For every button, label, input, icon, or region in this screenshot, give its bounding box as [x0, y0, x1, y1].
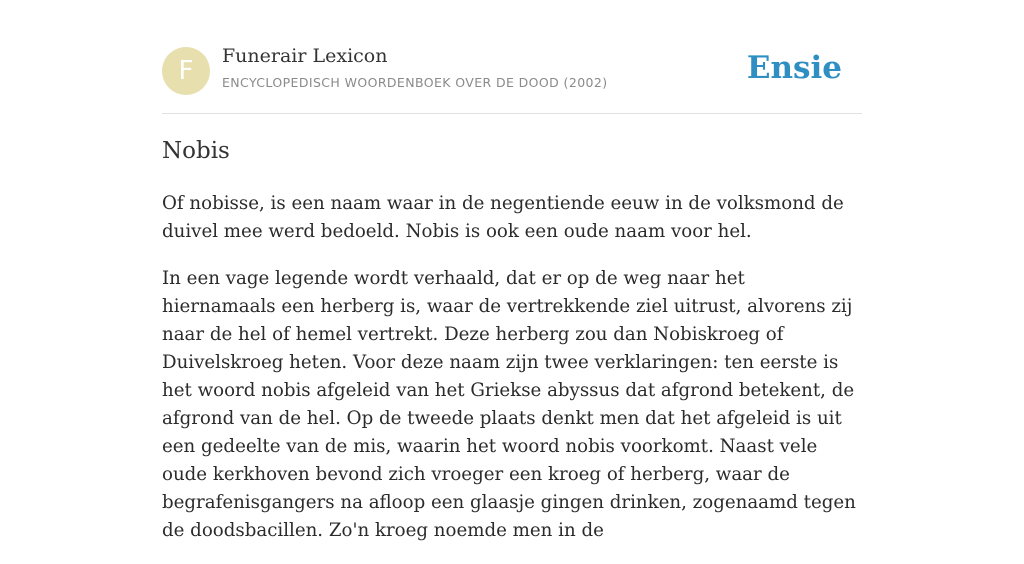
page [162, 0, 862, 541]
entry-title: Nobis [162, 138, 230, 164]
ensie-logo-link[interactable]: Ensie [746, 50, 842, 86]
book-avatar[interactable]: F [162, 47, 210, 95]
book-title-link[interactable]: Funerair Lexicon [222, 45, 388, 67]
entry-paragraph-1: Of nobisse, is een naam waar in de negentiende eeuw in de volksmond de duivel mee werd bedoeld. Nobis is ook een oude naam voor hel. [162, 193, 844, 242]
entry-content [162, 190, 862, 564]
header [162, 0, 862, 114]
entry-paragraph-2: In een vage legende wordt verhaald, dat er op de weg naar het hiernamaals een herberg is, waar de vertrekkende ziel uitrust, alvorens zij naar de hel of hemel vertrekt. Deze herberg zou dan Nobiskroeg of Duivelskroeg heten. Voor deze naam zijn twee verklaringen: ten eerste is het woord nobis afgeleid van het Griekse abyssus dat afgrond betekent, de afgrond van de hel. Op de tweede plaats denkt men dat het afgeleid is uit een gedeelte van de mis, waarin het woord nobis voorkomt. Naast vele oude kerkhoven bevond zich vroeger een kroeg of herberg, waar de begrafenisgangers na afloop een glaasje gingen drinken, zogenaamd tegen de doodsbacillen. Zo'n kroeg noemde men in de [162, 268, 856, 541]
book-subtitle: ENCYCLOPEDISCH WOORDENBOEK OVER DE DOOD (2002) [222, 75, 608, 90]
